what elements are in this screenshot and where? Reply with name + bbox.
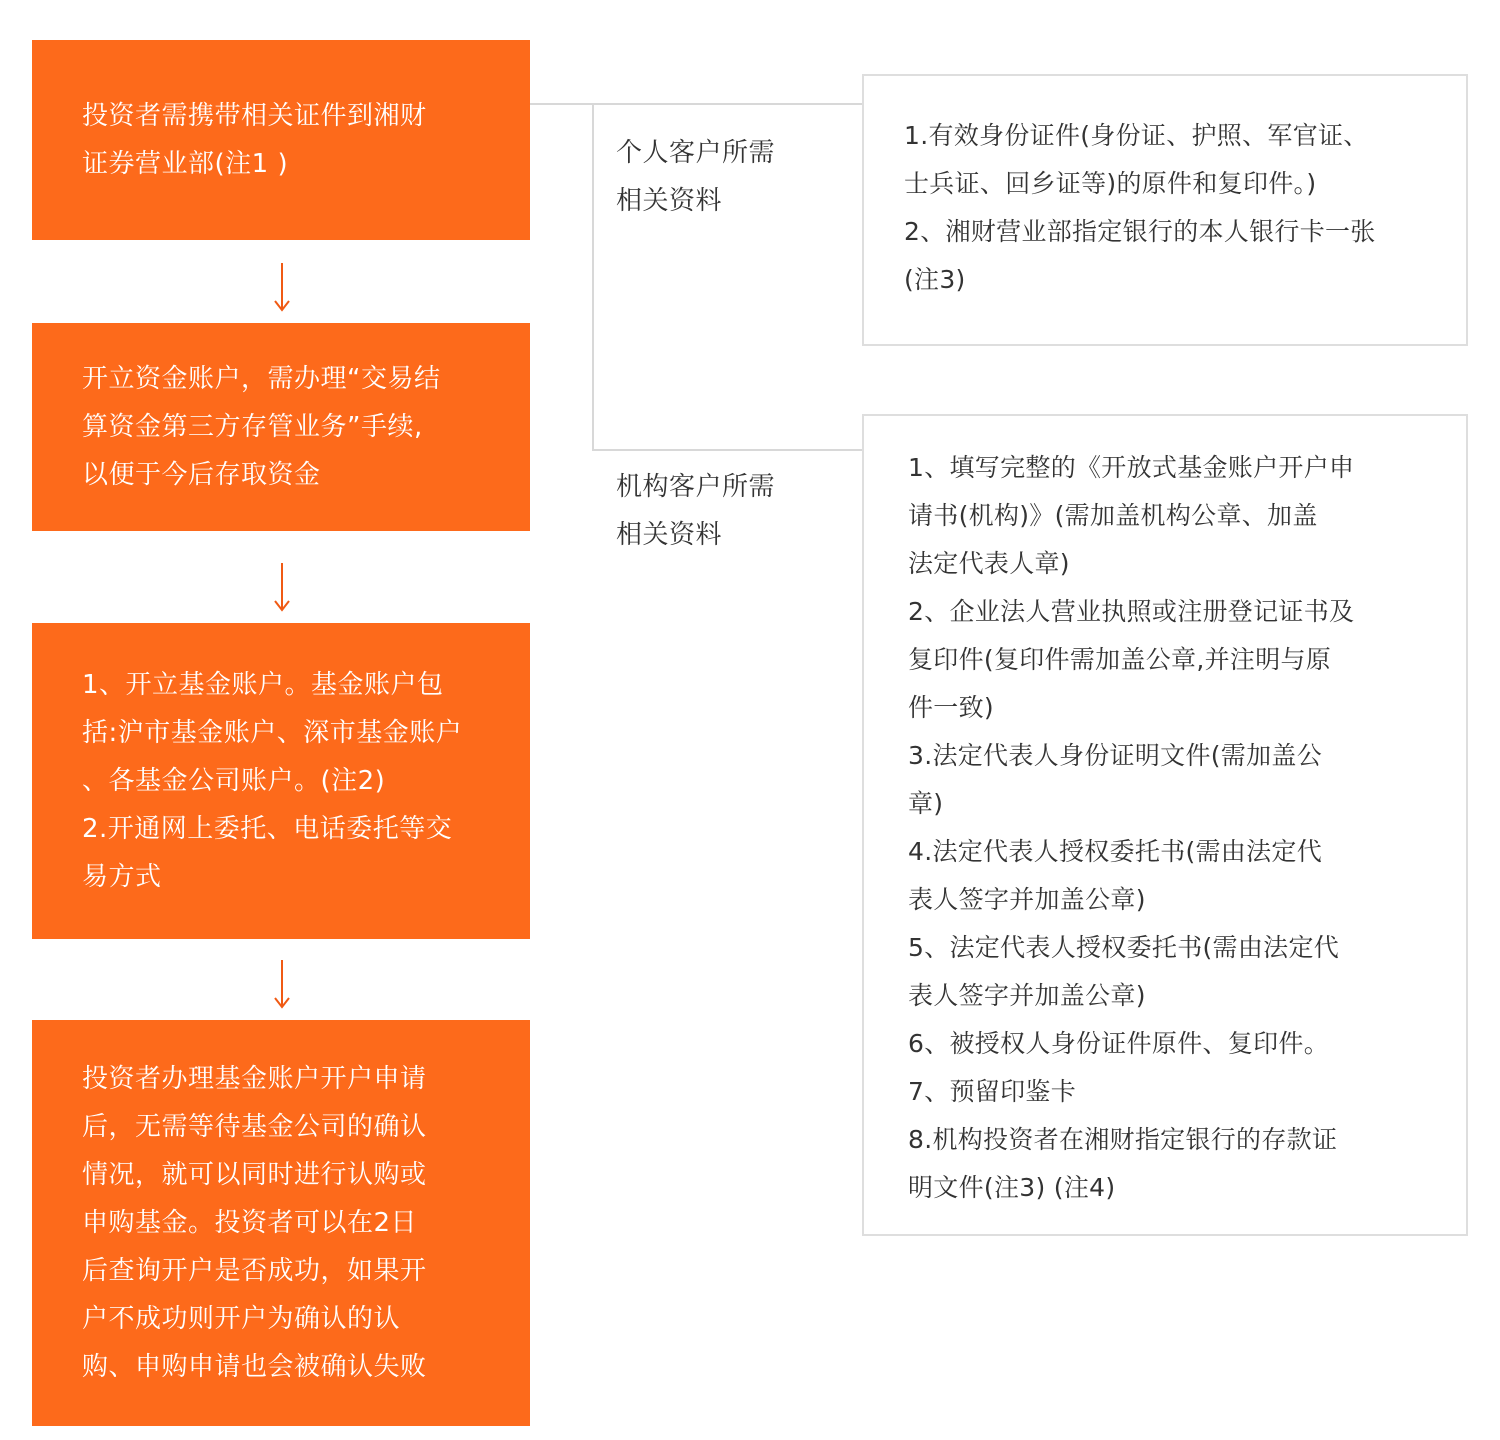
step-4-line-7: 购、申购申请也会被确认失败 xyxy=(82,1352,427,1382)
step-1-line-1: 投资者需携带相关证件到湘财 xyxy=(82,101,427,131)
institution-label-line-2: 相关资料 xyxy=(616,520,723,550)
step-4-line-5: 后查询开户是否成功，如果开 xyxy=(82,1256,427,1286)
step-3-box xyxy=(32,623,530,939)
institution-req-line-6: 件一致) xyxy=(908,693,994,722)
connector-from-step-1 xyxy=(530,103,862,105)
institution-req-line-5: 复印件(复印件需加盖公章,并注明与原 xyxy=(908,645,1332,674)
step-4-box xyxy=(32,1020,530,1426)
down-arrow-icon xyxy=(272,563,292,613)
step-2-line-1: 开立资金账户，需办理“交易结 xyxy=(82,364,441,394)
step-4-line-6: 户不成功则开户为确认的认 xyxy=(82,1304,401,1334)
step-2-line-3: 以便于今后存取资金 xyxy=(82,460,321,490)
step-4-line-1: 投资者办理基金账户开户申请 xyxy=(82,1064,427,1094)
personal-label xyxy=(616,129,775,225)
institution-req-line-4: 2、企业法人营业执照或注册登记证书及 xyxy=(908,597,1355,626)
personal-label-line-1: 个人客户所需 xyxy=(616,138,776,168)
step-1-box xyxy=(32,40,530,240)
down-arrow-icon xyxy=(272,960,292,1010)
institution-requirements-box xyxy=(862,414,1468,1236)
institution-label xyxy=(616,463,775,559)
institution-req-line-15: 8.机构投资者在湘财指定银行的存款证 xyxy=(908,1125,1338,1154)
institution-req-line-3: 法定代表人章) xyxy=(908,549,1070,578)
personal-requirements-box xyxy=(862,74,1468,346)
step-3-line-5: 易方式 xyxy=(82,862,162,892)
connector-vertical xyxy=(592,103,594,451)
institution-req-line-9: 4.法定代表人授权委托书(需由法定代 xyxy=(908,837,1323,866)
personal-label-line-2: 相关资料 xyxy=(616,186,723,216)
step-1-line-2: 证券营业部(注1 ) xyxy=(82,149,289,179)
personal-req-line-4: (注3) xyxy=(904,265,966,294)
step-2-line-2: 算资金第三方存管业务”手续, xyxy=(82,412,423,442)
down-arrow-icon xyxy=(272,263,292,313)
step-3-line-4: 2.开通网上委托、电话委托等交 xyxy=(82,814,453,844)
institution-req-line-1: 1、填写完整的《开放式基金账户开户申 xyxy=(908,453,1355,482)
institution-req-line-10: 表人签字并加盖公章) xyxy=(908,885,1146,914)
institution-req-line-8: 章) xyxy=(908,789,944,818)
step-4-line-4: 申购基金。投资者可以在2日 xyxy=(82,1208,418,1238)
step-4-line-3: 情况，就可以同时进行认购或 xyxy=(82,1160,427,1190)
step-4-line-2: 后，无需等待基金公司的确认 xyxy=(82,1112,427,1142)
step-3-line-3: 、各基金公司账户。(注2) xyxy=(82,766,386,796)
institution-label-line-1: 机构客户所需 xyxy=(616,472,776,502)
personal-req-line-1: 1.有效身份证件(身份证、护照、军官证、 xyxy=(904,121,1369,150)
step-2-box xyxy=(32,323,530,531)
institution-req-line-7: 3.法定代表人身份证明文件(需加盖公 xyxy=(908,741,1323,770)
personal-req-line-3: 2、湘财营业部指定银行的本人银行卡一张 xyxy=(904,217,1376,246)
institution-req-line-16: 明文件(注3) (注4) xyxy=(908,1173,1116,1202)
personal-req-line-2: 士兵证、回乡证等)的原件和复印件。) xyxy=(904,169,1317,198)
step-3-line-1: 1、开立基金账户。基金账户包 xyxy=(82,670,444,700)
institution-req-line-14: 7、预留印鉴卡 xyxy=(908,1077,1077,1106)
step-3-line-2: 括:沪市基金账户、深市基金账户 xyxy=(82,718,463,748)
institution-req-line-11: 5、法定代表人授权委托书(需由法定代 xyxy=(908,933,1340,962)
institution-req-line-2: 请书(机构)》(需加盖机构公章、加盖 xyxy=(908,501,1318,530)
institution-req-line-12: 表人签字并加盖公章) xyxy=(908,981,1146,1010)
connector-to-institution xyxy=(592,449,862,451)
institution-req-line-13: 6、被授权人身份证件原件、复印件。 xyxy=(908,1029,1330,1058)
